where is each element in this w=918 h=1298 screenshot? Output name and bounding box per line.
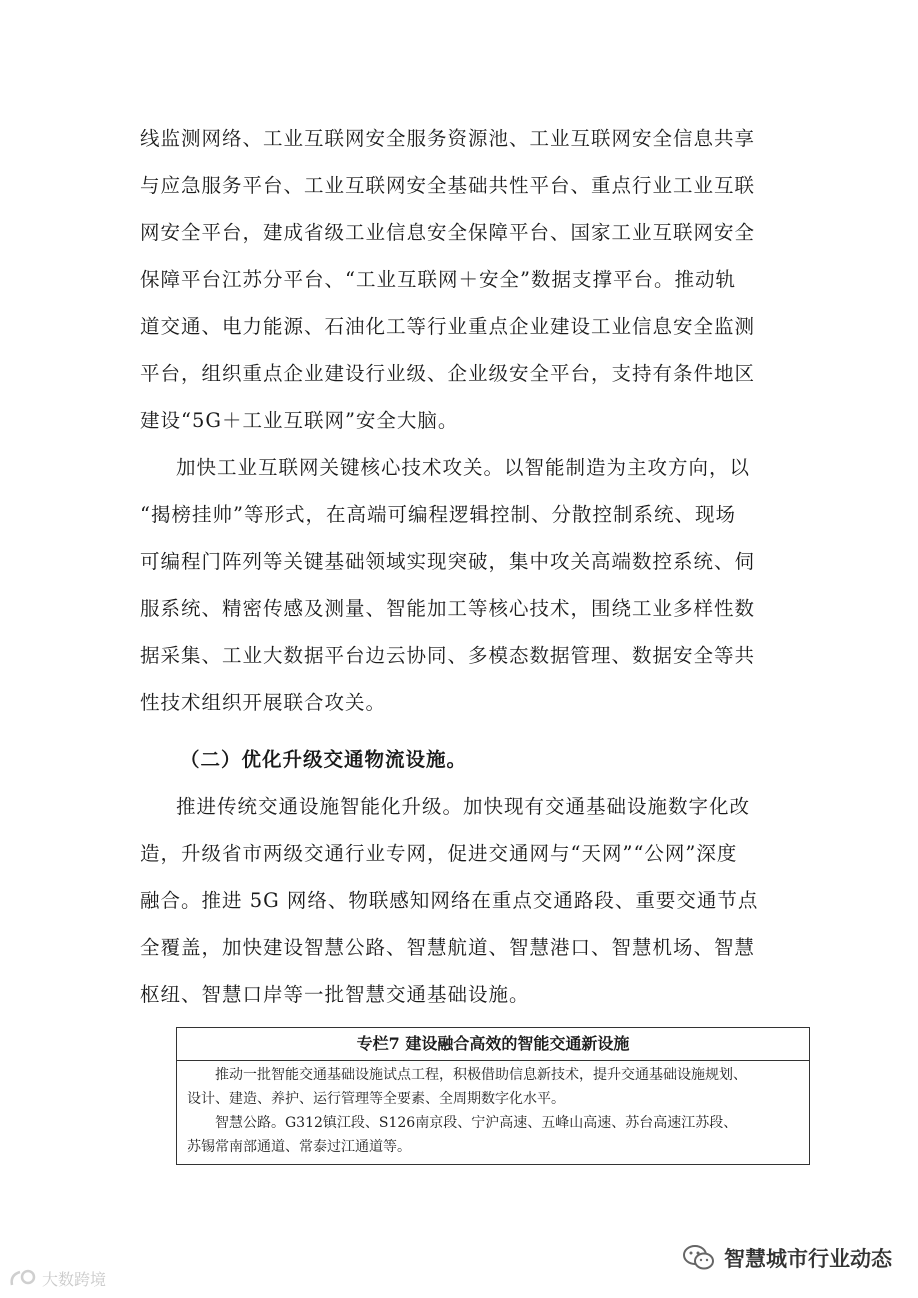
- text-line: 线监测网络、工业互联网安全服务资源池、工业互联网安全信息共享: [140, 127, 756, 150]
- text-line: 服系统、精密传感及测量、智能加工等核心技术，围绕工业多样性数: [140, 597, 756, 620]
- text-line: 加快工业互联网关键核心技术攻关。以智能制造为主攻方向，以: [176, 456, 751, 479]
- box-title: 专栏7 建设融合高效的智能交通新设施: [177, 1028, 809, 1061]
- watermark-left-text: 大数跨境: [42, 1269, 107, 1289]
- text-line: 建设“5G＋工业互联网”安全大脑。: [140, 409, 459, 432]
- wechat-icon: [682, 1244, 716, 1272]
- watermark-left: [8, 1266, 106, 1290]
- text-line: 枢纽、智慧口岸等一批智慧交通基础设施。: [140, 983, 530, 1006]
- text-line: 据采集、工业大数据平台边云协同、多模态数据管理、数据安全等共: [140, 644, 756, 667]
- column-box: [176, 1027, 810, 1165]
- text-line: 与应急服务平台、工业互联网安全基础共性平台、重点行业工业互联: [140, 174, 756, 197]
- text-line: 全覆盖，加快建设智慧公路、智慧航道、智慧港口、智慧机场、智慧: [140, 936, 756, 959]
- box-line: 设计、建造、养护、运行管理等全要素、全周期数字化水平。: [187, 1091, 565, 1107]
- text-line: 保障平台江苏分平台、“工业互联网＋安全”数据支撑平台。推动轨: [140, 268, 736, 291]
- box-body: [177, 1061, 809, 1159]
- text-line: 道交通、电力能源、石油化工等行业重点企业建设工业信息安全监测: [140, 315, 756, 338]
- watermark-right: [682, 1240, 892, 1276]
- section-heading: （二）优化升级交通物流设施。: [180, 748, 468, 771]
- text-line: 造，升级省市两级交通行业专网，促进交通网与“天网”“公网”深度: [140, 842, 738, 865]
- text-line: “揭榜挂帅”等形式，在高端可编程逻辑控制、分散控制系统、现场: [140, 503, 736, 526]
- text-line: 融合。推进 5G 网络、物联感知网络在重点交通路段、重要交通节点: [140, 889, 759, 912]
- paragraph-transport: [140, 783, 780, 1018]
- text-line: 平台，组织重点企业建设行业级、企业级安全平台，支持有条件地区: [140, 362, 756, 385]
- text-line: 性技术组织开展联合攻关。: [140, 691, 387, 714]
- text-line: 网安全平台，建成省级工业信息安全保障平台、国家工业互联网安全: [140, 221, 756, 244]
- box-line: 苏锡常南部通道、常泰过江通道等。: [187, 1139, 411, 1155]
- paragraph-core-tech: [140, 444, 780, 726]
- watermark-right-text: 智慧城市行业动态: [724, 1247, 892, 1271]
- paragraph-security-platforms: [140, 115, 780, 444]
- text-line: 推进传统交通设施智能化升级。加快现有交通基础设施数字化改: [176, 795, 751, 818]
- box-line: 智慧公路。G312镇江段、S126南京段、宁沪高速、五峰山高速、苏台高速江苏段、: [215, 1115, 738, 1131]
- box-line: 推动一批智能交通基础设施试点工程，积极借助信息新技术，提升交通基础设施规划、: [215, 1067, 747, 1083]
- text-line: 可编程门阵列等关键基础领域实现突破，集中攻关高端数控系统、伺: [140, 550, 756, 573]
- watermark-logo-icon: [8, 1267, 38, 1289]
